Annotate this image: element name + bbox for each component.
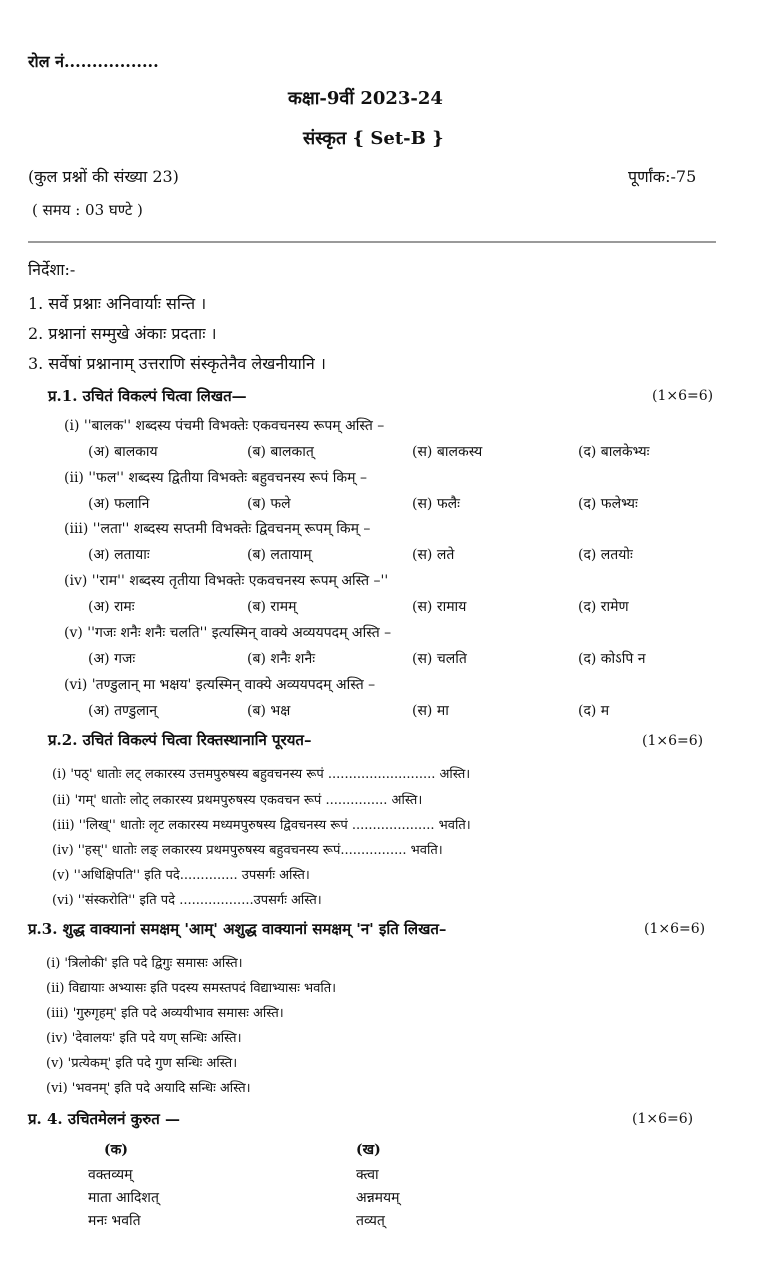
- q1-option: (ब) भक्ष: [247, 703, 291, 719]
- q4-marks: (1×6=6): [632, 1111, 694, 1127]
- q1-question: (vi) 'तण्डुलान् मा भक्षय' इत्यस्मिन् वाक्ये अव्ययपदम् अस्ति –: [64, 677, 376, 693]
- q1-option: (द) म: [578, 703, 610, 719]
- q3-item: (i) 'त्रिलोकी' इति पदे द्विगुः समासः अस्ति।: [46, 956, 243, 971]
- q4-title: प्र. 4. उचितमेलनं कुरुत —: [28, 1110, 180, 1128]
- q1-option: (ब) फले: [247, 496, 291, 512]
- q1-option: (अ) गजः: [88, 651, 136, 667]
- q2-title: प्र.2. उचितं विकल्पं चित्वा रिक्तस्थानानि पूरयत–: [48, 731, 312, 749]
- q1-option: (ब) रामम्: [247, 599, 297, 615]
- subject-title: संस्कृत { Set-B }: [303, 128, 444, 149]
- q2-item: (iii) ''लिख्'' धातोः लृट लकारस्य मध्यमपुरुषस्य द्विवचनस्य रूपं .................... भवति।: [52, 818, 471, 833]
- q1-option: (स) लते: [412, 547, 455, 563]
- q1-option: (द) रामेण: [578, 599, 629, 615]
- q3-item: (ii) विद्यायाः अभ्यासः इति पदस्य समस्तपदं विद्याभ्यासः भवति।: [46, 981, 337, 996]
- q2-item: (i) 'पठ्' धातोः लट् लकारस्य उत्तमपुरुषस्य बहुवचनस्य रूपं .......................... अस्ति।: [52, 767, 471, 782]
- q1-option: (अ) लतायाः: [88, 547, 150, 563]
- instruction-item: 1. सर्वे प्रश्नाः अनिवार्याः सन्ति ।: [28, 294, 207, 313]
- instruction-item: 2. प्रश्नानां सम्मुखे अंकाः प्रदताः ।: [28, 324, 217, 343]
- q1-option: (ब) लतायाम्: [247, 547, 312, 563]
- q1-marks: (1×6=6): [652, 388, 714, 404]
- total-questions: (कुल प्रश्नों की संख्या 23): [28, 167, 179, 186]
- q4-col-b-item: क्त्वा: [356, 1167, 379, 1183]
- exam-time: ( समय : 03 घण्टे ): [32, 201, 143, 219]
- q2-item: (ii) 'गम्' धातोः लोट् लकारस्य प्रथमपुरुषस्य एकवचन रूपं ............... अस्ति।: [52, 793, 423, 808]
- q3-title: प्र.3. शुद्ध वाक्यानां समक्षम् 'आम्' अशुद्ध वाक्यानां समक्षम् 'न' इति लिखत–: [28, 920, 447, 938]
- q1-option: (अ) तण्डुलान्: [88, 703, 158, 719]
- q1-option: (स) बालकस्य: [412, 444, 483, 460]
- q1-option: (स) चलति: [412, 651, 467, 667]
- q1-question: (ii) ''फल'' शब्दस्य द्वितीया विभक्तेः बहुवचनस्य रूपं किम् –: [64, 470, 367, 486]
- q1-question: (iv) ''राम'' शब्दस्य तृतीया विभक्तेः एकवचनस्य रूपम् अस्ति –'': [64, 573, 389, 589]
- q3-item: (vi) 'भवनम्' इति पदे अयादि सन्धिः अस्ति।: [46, 1081, 251, 1096]
- q1-option: (द) कोऽपि न: [578, 651, 646, 667]
- q1-option: (द) बालकेभ्यः: [578, 444, 650, 460]
- q2-item: (iv) ''हस्'' धातोः लङ् लकारस्य प्रथमपुरुषस्य बहुवचनस्य रूपं................ भवति।: [52, 843, 443, 858]
- q4-col-a-item: मनः भवति: [88, 1213, 141, 1229]
- q4-col-b-item: तव्यत्: [356, 1213, 385, 1229]
- q1-option: (द) लतयोः: [578, 547, 633, 563]
- q1-option: (स) मा: [412, 703, 449, 719]
- q1-option: (ब) शनैः शनैः: [247, 651, 316, 667]
- q1-option: (अ) बालकाय: [88, 444, 158, 460]
- q3-item: (v) 'प्रत्येकम्' इति पदे गुण सन्धिः अस्ति।: [46, 1056, 238, 1071]
- q1-question: (iii) ''लता'' शब्दस्य सप्तमी विभक्तेः द्विवचनम् रूपम् किम् –: [64, 521, 371, 537]
- class-year: कक्षा-9वीं 2023-24: [288, 88, 443, 109]
- q1-option: (स) फलैः: [412, 496, 460, 512]
- q2-marks: (1×6=6): [642, 733, 704, 749]
- q1-option: (द) फलेभ्यः: [578, 496, 638, 512]
- q3-marks: (1×6=6): [644, 921, 706, 937]
- q4-col-a-item: वक्तव्यम्: [88, 1167, 133, 1183]
- q4-col-a-item: माता आदिशत्: [88, 1190, 159, 1206]
- q1-option: (अ) रामः: [88, 599, 135, 615]
- q1-option: (अ) फलानि: [88, 496, 150, 512]
- q1-title: प्र.1. उचितं विकल्पं चित्वा लिखत—: [48, 387, 247, 405]
- q1-question: (i) ''बालक'' शब्दस्य पंचमी विभक्तेः एकवचनस्य रूपम् अस्ति –: [64, 418, 385, 434]
- q3-item: (iv) 'देवालयः' इति पदे यण् सन्धिः अस्ति।: [46, 1031, 242, 1046]
- q2-item: (v) ''अधिक्षिपति'' इति पदे.............. उपसर्गः अस्ति।: [52, 868, 310, 883]
- q4-col-b-header: (ख): [356, 1142, 381, 1158]
- q1-option: (स) रामाय: [412, 599, 467, 615]
- max-marks: पूर्णांक:-75: [628, 167, 697, 186]
- q1-option: (ब) बालकात्: [247, 444, 314, 460]
- instructions-heading: निर्देशा:-: [28, 260, 76, 279]
- header-divider: [28, 241, 716, 243]
- q4-col-a-header: (क): [104, 1142, 128, 1158]
- q1-question: (v) ''गजः शनैः शनैः चलति'' इत्यस्मिन् वाक्ये अव्ययपदम् अस्ति –: [64, 625, 392, 641]
- q3-item: (iii) 'गुरुगृहम्' इति पदे अव्ययीभाव समासः अस्ति।: [46, 1006, 284, 1021]
- instruction-item: 3. सर्वेषां प्रश्नानाम् उत्तराणि संस्कृतेनैव लेखनीयानि ।: [28, 354, 326, 373]
- q4-col-b-item: अन्नमयम्: [356, 1190, 400, 1206]
- q2-item: (vi) ''संस्करोति'' इति पदे ..................उपसर्गः अस्ति।: [52, 893, 322, 908]
- roll-number: रोल नं.................: [28, 52, 159, 71]
